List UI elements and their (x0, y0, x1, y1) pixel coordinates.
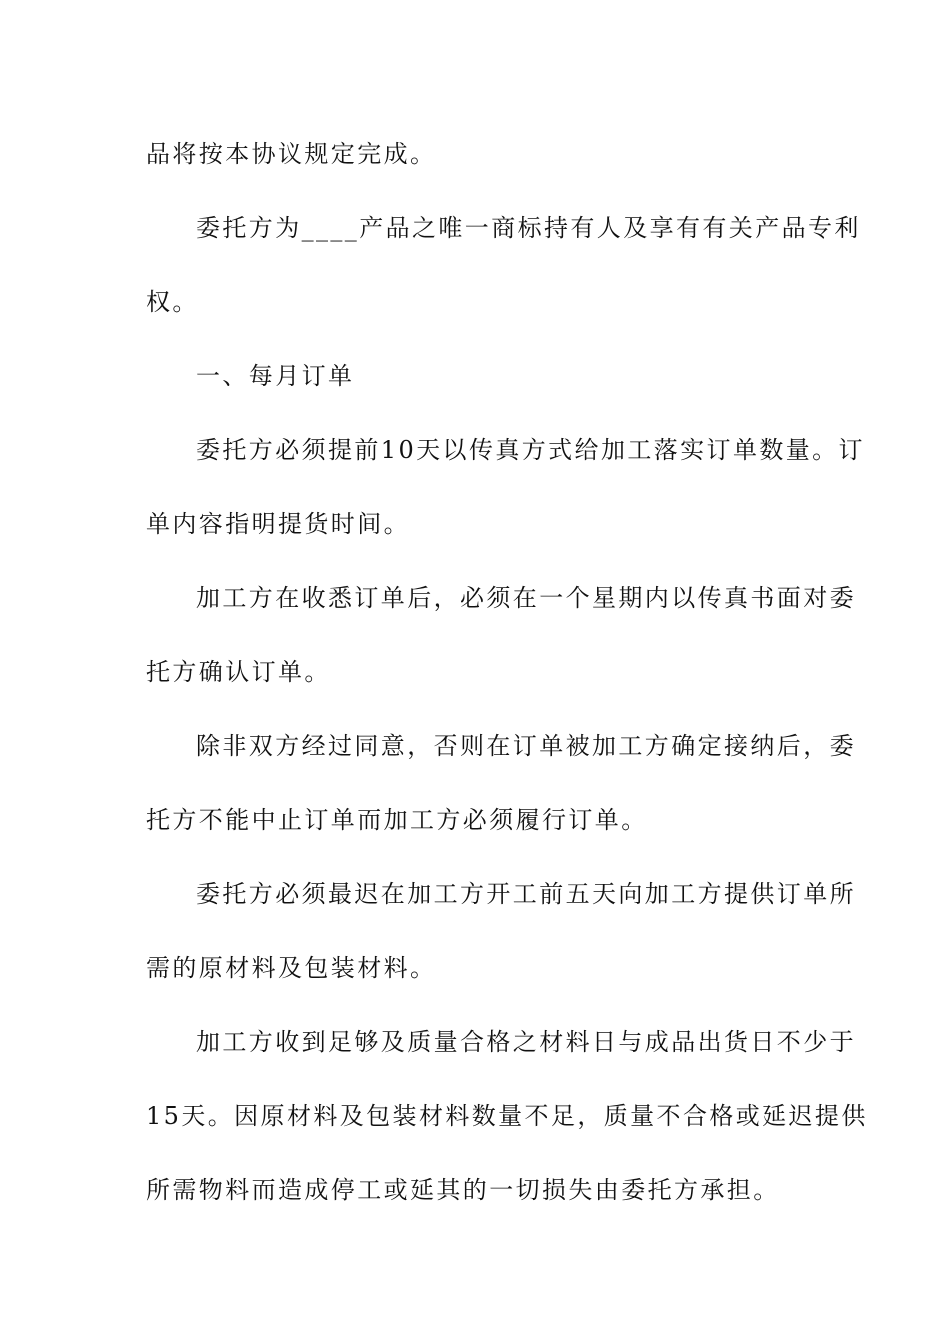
paragraph-line: 加工方在收悉订单后，必须在一个星期内以传真书面对委 (196, 584, 856, 612)
paragraph-line: 需的原材料及包装材料。 (146, 954, 437, 982)
section-heading: 一、每月订单 (196, 362, 355, 390)
paragraph-line: 托方不能中止订单而加工方必须履行订单。 (146, 806, 648, 834)
paragraph-line: 品将按本协议规定完成。 (146, 140, 437, 168)
paragraph-line: 委托方必须提前10天以传真方式给加工落实订单数量。订 (196, 436, 865, 464)
paragraph-line: 权。 (146, 288, 199, 316)
paragraph-line: 托方确认订单。 (146, 658, 331, 686)
paragraph-line: 15天。因原材料及包装材料数量不足，质量不合格或延迟提供 (146, 1102, 868, 1130)
paragraph-line: 委托方为____产品之唯一商标持有人及享有有关产品专利 (196, 214, 861, 242)
paragraph-line: 除非双方经过同意，否则在订单被加工方确定接纳后，委 (196, 732, 856, 760)
paragraph-line: 所需物料而造成停工或延其的一切损失由委托方承担。 (146, 1176, 780, 1204)
paragraph-line: 加工方收到足够及质量合格之材料日与成品出货日不少于 (196, 1028, 856, 1056)
paragraph-line: 委托方必须最迟在加工方开工前五天向加工方提供订单所 (196, 880, 856, 908)
paragraph-line: 单内容指明提货时间。 (146, 510, 410, 538)
